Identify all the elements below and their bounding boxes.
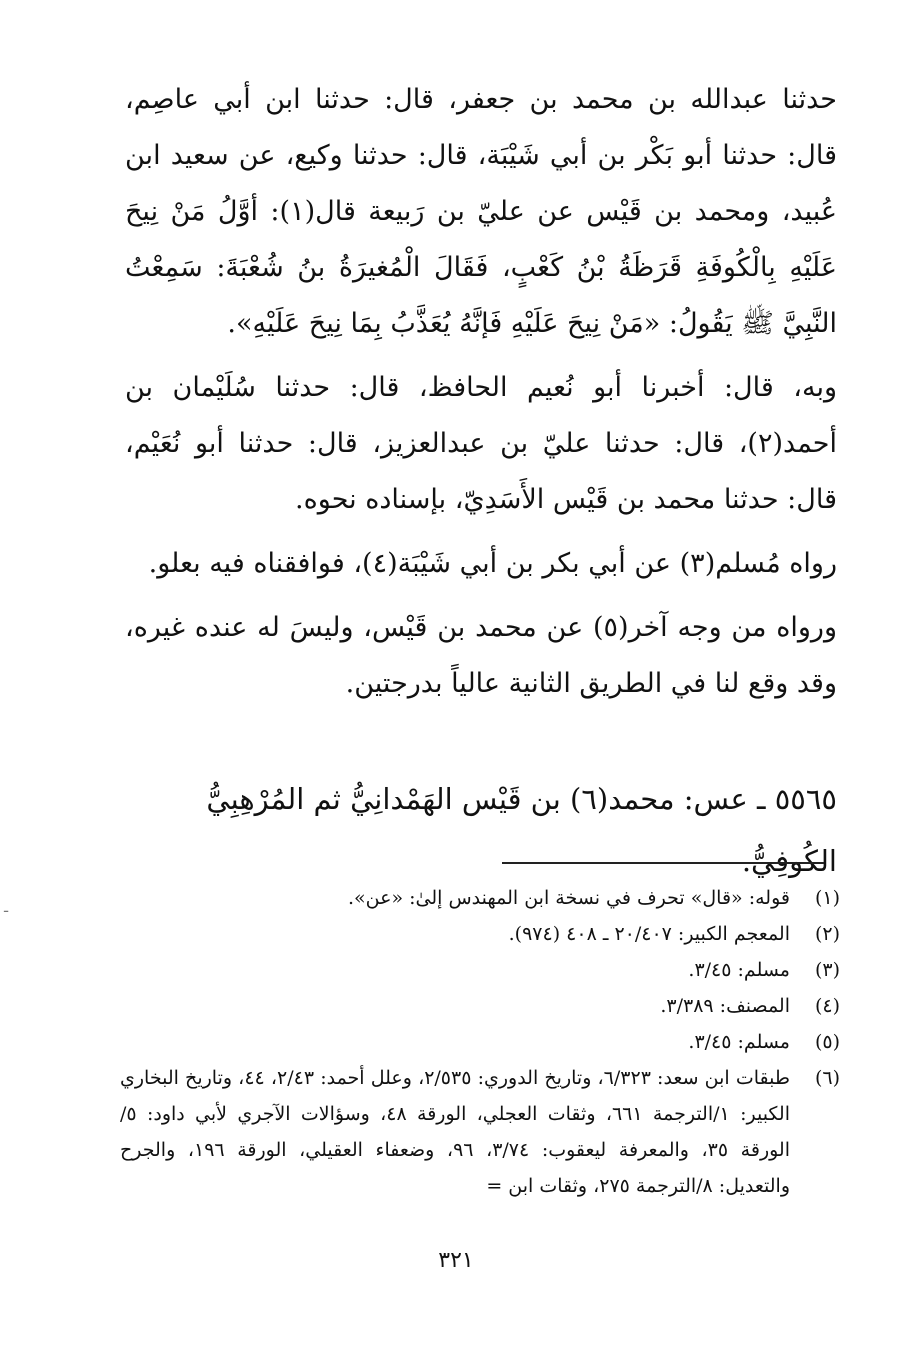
footnote-number: (٢) [814, 923, 840, 945]
footnote-number: (٦) [814, 1067, 840, 1089]
footnote [120, 916, 840, 952]
footnote [120, 1060, 840, 1204]
paragraph-3: رواه مُسلم(٣) عن أبي بكر بن أبي شَيْبَة(٤)، فوافقناه فيه بعلو. [148, 548, 837, 579]
footnote [120, 880, 840, 916]
footnote [120, 1024, 840, 1060]
footnote-number: (٣) [814, 959, 840, 981]
page-body [125, 72, 837, 921]
entry-heading: ٥٥٦٥ ـ عس: محمد(٦) بن قَيْس الهَمْدانِيُّ ثم المُرْهِبِيُّ الكُوفِيُّ. [206, 782, 837, 878]
margin-mark: ـ [4, 900, 9, 916]
footnotes [120, 880, 840, 1204]
paragraph-4: ورواه من وجه آخر(٥) عن محمد بن قَيْس، وليسَ له عنده غيره، وقد وقع لنا في الطريق الثانية عالياً بدرجتين. [125, 612, 837, 699]
footnote [120, 952, 840, 988]
footnote-text: المصنف: ٣/٣٨٩. [660, 995, 790, 1017]
paragraph-2: وبه، قال: أخبرنا أبو نُعيم الحافظ، قال: حدثنا سُلَيْمان بن أحمد(٢)، قال: حدثنا عليّ بن عبدالعزيز، قال: حدثنا أبو نُعَيْم، قال: حدثنا محمد بن قَيْس الأَسَدِيّ، بإسناده نحوه. [125, 372, 837, 515]
footnote-divider [502, 862, 824, 864]
footnote-text: مسلم: ٣/٤٥. [688, 1031, 790, 1053]
footnote-text: قوله: «قال» تحرف في نسخة ابن المهندس إلىٰ: «عن». [348, 887, 790, 909]
footnote-text: المعجم الكبير: ٢٠/٤٠٧ ـ ٤٠٨ (٩٧٤). [508, 923, 790, 945]
main-text [125, 72, 837, 712]
footnote-number: (٥) [814, 1031, 840, 1053]
footnote [120, 988, 840, 1024]
footnote-text: طبقات ابن سعد: ٦/٣٢٣، وتاريخ الدوري: ٢/٥٣٥، وعلل أحمد: ٢/٤٣، ٤٤، وتاريخ البخاري الكبير: ١/الترجمة ٦٦١، وثقات العجلي، الورقة ٤٨، وسؤالات الآجري لأبي داود: ٥/الورقة ٣٥، والمعرفة ليعقوب: ٣/٧٤، ٩٦، وضعفاء العقيلي، الورقة ١٩٦، والجرح والتعديل: ٨/الترجمة ٢٧٥، وثقات ابن = [120, 1067, 791, 1197]
footnote-text: مسلم: ٣/٤٥. [688, 959, 790, 981]
page-number: ٣٢١ [438, 1248, 474, 1273]
paragraph-1: حدثنا عبدالله بن محمد بن جعفر، قال: حدثنا ابن أبي عاصِم، قال: حدثنا أبو بَكْر بن أبي شَيْبَة، قال: حدثنا وكيع، عن سعيد ابن عُبيد، ومحمد بن قَيْس عن عليّ بن رَبيعة قال(١): أوَّلُ مَنْ نِيحَ عَلَيْهِ بِالْكُوفَةِ قَرَظَةُ بْنُ كَعْبٍ، فَقَالَ الْمُغيرَةُ بنُ شُعْبَةَ: سَمِعْتُ النَّبِيَّ ﷺ يَقُولُ: «مَنْ نِيحَ عَلَيْهِ فَإنَّهُ يُعَذَّبُ بِمَا نِيحَ عَلَيْهِ». [125, 84, 837, 339]
footnote-number: (١) [814, 887, 840, 909]
footnote-number: (٤) [814, 995, 840, 1017]
